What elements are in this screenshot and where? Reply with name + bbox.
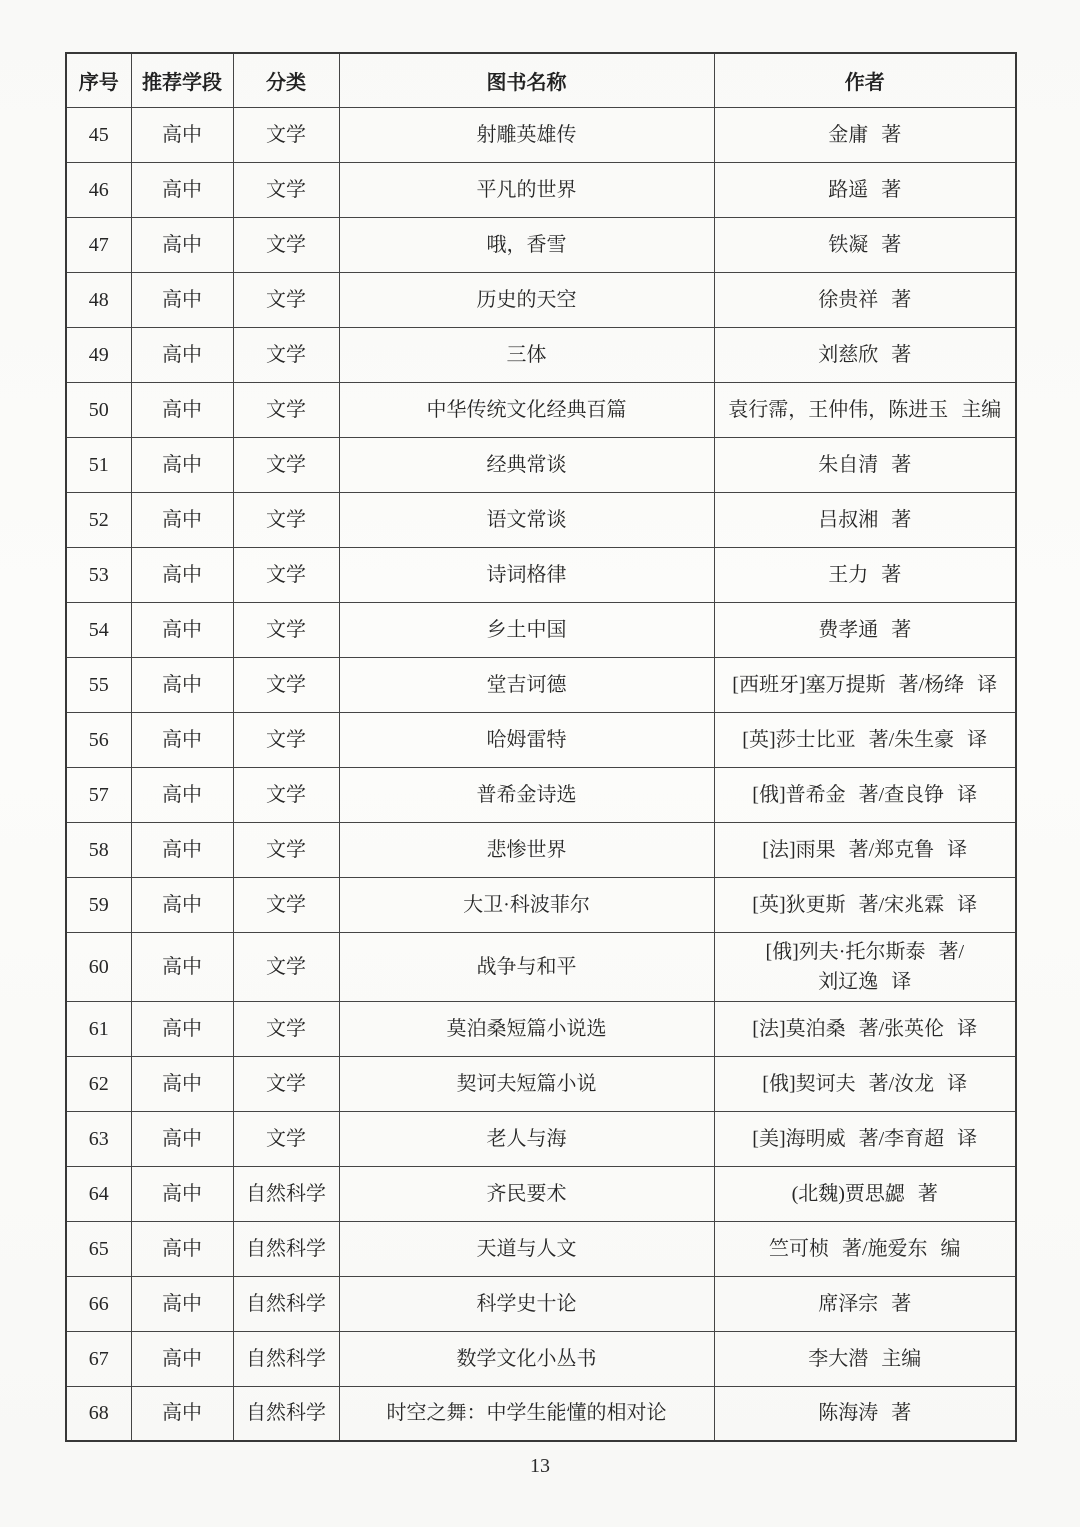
stage-cell: 高中 [131,272,233,327]
book-title-cell: 哦，香雪 [339,217,714,272]
row-number-cell: 67 [66,1331,131,1386]
row-number-cell: 58 [66,822,131,877]
author-cell: [英]狄更斯 著/宋兆霖 译 [714,877,1016,932]
table-row [66,1276,1016,1331]
table-row [66,822,1016,877]
book-title-cell: 老人与海 [339,1111,714,1166]
category-cell: 自然科学 [233,1386,339,1441]
author-cell: 铁凝 著 [714,217,1016,272]
category-cell: 自然科学 [233,1221,339,1276]
table-row [66,492,1016,547]
author-cell: 陈海涛 著 [714,1386,1016,1441]
table-row [66,1166,1016,1221]
stage-cell: 高中 [131,602,233,657]
table-row [66,382,1016,437]
author-cell: 竺可桢 著/施爱东 编 [714,1221,1016,1276]
stage-cell: 高中 [131,1001,233,1056]
category-cell: 文学 [233,932,339,1001]
author-cell: [美]海明威 著/李育超 译 [714,1111,1016,1166]
author-cell: [俄]普希金 著/查良铮 译 [714,767,1016,822]
stage-cell: 高中 [131,437,233,492]
table-row [66,547,1016,602]
stage-cell: 高中 [131,327,233,382]
author-cell: 金庸 著 [714,107,1016,162]
book-title-cell: 悲惨世界 [339,822,714,877]
row-number-cell: 50 [66,382,131,437]
author-cell: 路遥 著 [714,162,1016,217]
author-cell: 刘慈欣 著 [714,327,1016,382]
book-title-cell: 莫泊桑短篇小说选 [339,1001,714,1056]
stage-cell: 高中 [131,1166,233,1221]
row-number-cell: 45 [66,107,131,162]
category-cell: 文学 [233,162,339,217]
author-cell: [俄]列夫·托尔斯泰 著/ 刘辽逸 译 [714,932,1016,1001]
stage-cell: 高中 [131,382,233,437]
row-number-cell: 68 [66,1386,131,1441]
author-cell: 徐贵祥 著 [714,272,1016,327]
category-cell: 文学 [233,107,339,162]
category-cell: 文学 [233,272,339,327]
row-number-cell: 48 [66,272,131,327]
category-cell: 文学 [233,1111,339,1166]
stage-cell: 高中 [131,162,233,217]
stage-cell: 高中 [131,107,233,162]
stage-cell: 高中 [131,547,233,602]
book-title-cell: 科学史十论 [339,1276,714,1331]
table-row [66,1001,1016,1056]
author-cell: 吕叔湘 著 [714,492,1016,547]
book-title-cell: 经典常谈 [339,437,714,492]
book-title-cell: 战争与和平 [339,932,714,1001]
column-header: 推荐学段 [131,53,233,107]
category-cell: 文学 [233,437,339,492]
category-cell: 文学 [233,492,339,547]
book-title-cell: 中华传统文化经典百篇 [339,382,714,437]
book-title-cell: 时空之舞：中学生能懂的相对论 [339,1386,714,1441]
category-cell: 文学 [233,657,339,712]
book-title-cell: 哈姆雷特 [339,712,714,767]
book-title-cell: 诗词格律 [339,547,714,602]
row-number-cell: 52 [66,492,131,547]
author-cell: [英]莎士比亚 著/朱生豪 译 [714,712,1016,767]
category-cell: 文学 [233,327,339,382]
row-number-cell: 54 [66,602,131,657]
column-header: 分类 [233,53,339,107]
category-cell: 文学 [233,217,339,272]
table-row [66,437,1016,492]
category-cell: 文学 [233,382,339,437]
table-row [66,1221,1016,1276]
book-title-cell: 大卫·科波菲尔 [339,877,714,932]
author-cell: 袁行霈，王仲伟，陈进玉 主编 [714,382,1016,437]
table-header-row [66,53,1016,107]
row-number-cell: 55 [66,657,131,712]
table-row [66,932,1016,1001]
table-row [66,1386,1016,1441]
table-row [66,1111,1016,1166]
table-row [66,602,1016,657]
author-cell: 朱自清 著 [714,437,1016,492]
author-cell: [法]莫泊桑 著/张英伦 译 [714,1001,1016,1056]
row-number-cell: 53 [66,547,131,602]
stage-cell: 高中 [131,492,233,547]
stage-cell: 高中 [131,822,233,877]
stage-cell: 高中 [131,1111,233,1166]
book-title-cell: 语文常谈 [339,492,714,547]
stage-cell: 高中 [131,767,233,822]
category-cell: 文学 [233,602,339,657]
author-cell: 王力 著 [714,547,1016,602]
book-title-cell: 历史的天空 [339,272,714,327]
category-cell: 自然科学 [233,1331,339,1386]
author-cell: (北魏)贾思勰 著 [714,1166,1016,1221]
table-row [66,162,1016,217]
category-cell: 文学 [233,1056,339,1111]
book-recommendation-table [65,52,1017,1442]
table-row [66,877,1016,932]
book-title-cell: 普希金诗选 [339,767,714,822]
book-title-cell: 乡土中国 [339,602,714,657]
row-number-cell: 49 [66,327,131,382]
column-header: 图书名称 [339,53,714,107]
author-cell: [俄]契诃夫 著/汝龙 译 [714,1056,1016,1111]
row-number-cell: 62 [66,1056,131,1111]
book-title-cell: 堂吉诃德 [339,657,714,712]
book-title-cell: 天道与人文 [339,1221,714,1276]
category-cell: 文学 [233,547,339,602]
stage-cell: 高中 [131,712,233,767]
category-cell: 自然科学 [233,1276,339,1331]
row-number-cell: 66 [66,1276,131,1331]
book-title-cell: 契诃夫短篇小说 [339,1056,714,1111]
table-row [66,767,1016,822]
page-number: 13 [530,1455,550,1477]
table-row [66,217,1016,272]
row-number-cell: 59 [66,877,131,932]
stage-cell: 高中 [131,1386,233,1441]
row-number-cell: 64 [66,1166,131,1221]
table-head [66,53,1016,107]
book-title-cell: 数学文化小丛书 [339,1331,714,1386]
table-row [66,272,1016,327]
book-title-cell: 齐民要术 [339,1166,714,1221]
author-cell: 李大潜 主编 [714,1331,1016,1386]
author-cell: 费孝通 著 [714,602,1016,657]
author-cell: 席泽宗 著 [714,1276,1016,1331]
column-header: 作者 [714,53,1016,107]
book-title-cell: 平凡的世界 [339,162,714,217]
category-cell: 文学 [233,712,339,767]
row-number-cell: 51 [66,437,131,492]
category-cell: 自然科学 [233,1166,339,1221]
table-body [66,107,1016,1441]
stage-cell: 高中 [131,1056,233,1111]
stage-cell: 高中 [131,1331,233,1386]
column-header: 序号 [66,53,131,107]
book-title-cell: 三体 [339,327,714,382]
author-cell: [西班牙]塞万提斯 著/杨绛 译 [714,657,1016,712]
stage-cell: 高中 [131,1221,233,1276]
category-cell: 文学 [233,822,339,877]
row-number-cell: 46 [66,162,131,217]
table-row [66,107,1016,162]
book-title-cell: 射雕英雄传 [339,107,714,162]
table-row [66,1056,1016,1111]
stage-cell: 高中 [131,657,233,712]
stage-cell: 高中 [131,217,233,272]
row-number-cell: 47 [66,217,131,272]
row-number-cell: 61 [66,1001,131,1056]
table-row [66,1331,1016,1386]
stage-cell: 高中 [131,1276,233,1331]
category-cell: 文学 [233,767,339,822]
table-row [66,657,1016,712]
row-number-cell: 57 [66,767,131,822]
category-cell: 文学 [233,877,339,932]
category-cell: 文学 [233,1001,339,1056]
row-number-cell: 63 [66,1111,131,1166]
author-cell: [法]雨果 著/郑克鲁 译 [714,822,1016,877]
table-row [66,327,1016,382]
stage-cell: 高中 [131,877,233,932]
row-number-cell: 60 [66,932,131,1001]
table-row [66,712,1016,767]
stage-cell: 高中 [131,932,233,1001]
row-number-cell: 56 [66,712,131,767]
row-number-cell: 65 [66,1221,131,1276]
